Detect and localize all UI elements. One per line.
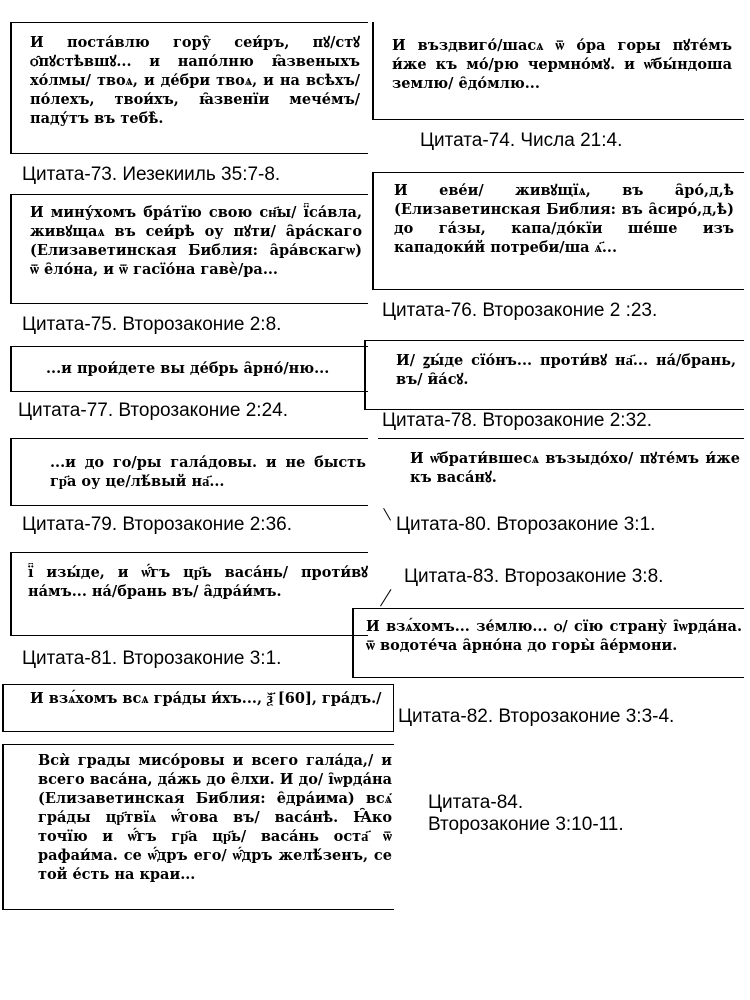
quote-73-caption: Цитата-73. Иезекииль 35:7-8.	[22, 164, 281, 185]
quote-75-caption: Цитата-75. Второзаконие 2:8.	[22, 314, 282, 335]
quote-80-text: И ѡ̑брати́вшесѧ възыдо́хо/ пꙋте́мъ и́же къ͏ васа́нꙋ.	[410, 450, 740, 486]
quote-74-box	[372, 22, 744, 120]
quote-77-caption: Цитата-77. Второзаконие 2:24.	[18, 400, 288, 421]
quote-82-text: И͏ взѧ́хомъ всѧ гра́ды͏ и́хъ..., ѯ҃ [60], гра́дъ./	[30, 690, 382, 707]
quote-80-box	[378, 438, 744, 502]
quote-77-box	[10, 346, 368, 392]
quote-81-text: ї̑ и͏зы́де, и͏ ѡ̑́гъ цр҃ь васа́нь/ проти́вꙋ на́мъ... на́/брань въ/ а̑дра́и́мъ.	[28, 564, 368, 600]
quote-81-caption: Цитата-81. Второзаконие 3:1.	[22, 648, 282, 669]
connector-line-80	[383, 508, 391, 521]
quote-74-text: И͏ въздвиго́/шасѧ ѿ͏ о́ра горы пꙋте́мъ и́же къ͏ мо́/рю чермно́мꙋ. и͏ ѡ̑бы́ндоша землю/ е̑до́млю...	[392, 37, 732, 92]
quote-76-caption: Цитата-76. Второзаконие 2 :23.	[382, 300, 658, 321]
quote-78-caption: Цитата-78. Второзаконие 2:32.	[382, 410, 652, 431]
quote-75-box	[10, 194, 368, 304]
quote-79-box	[10, 438, 368, 506]
quote-84-box	[2, 744, 394, 910]
quote-80-caption: Цитата-80. Второзаконие 3:1.	[396, 514, 656, 535]
quote-74-caption: Цитата-74. Числа 21:4.	[420, 130, 623, 151]
quote-76-text: И͏ еве́и/ живꙋщїѧ, въ͏ а̑ро́,д,ѣ (Елизаветинская Библия: въ а̑сиро́,д,ѣ) до͏ га́зы, капа/до́кїи ше́ше и͏зъ͏ кападоки́й потреби/ша͏ ѧ҃...	[394, 182, 734, 256]
quote-78-box	[364, 340, 744, 410]
quote-83-caption: Цитата-83. Второзаконие 3:8.	[404, 566, 664, 587]
quote-75-text: И͏ мину́хомъ бра́тїю свою сн҃ы/ ї̑са́вла, живꙋщаѧ въ͏ сеи́рѣ оу͏ пꙋти/ а̑ра́скаго (Елизаветинская Библия: а̑ра́вскагѡ) ѿ͏ е̑ло́на, и͏ ѿ͏ гасїо́на гавѐ/ра...	[30, 204, 362, 278]
quote-82-caption: Цитата-82. Второзаконие 3:3-4.	[398, 706, 675, 727]
quote-83-text: И͏ взѧ́хомъ... зе́млю... ѻ/ сїю страну̀ і̑ѡрда́на. ѿ͏ водоте́ча а̑рно́на до͏ горы̀ а̑е́рмони.	[366, 618, 742, 654]
quote-82-box	[2, 684, 394, 732]
quote-79-caption: Цитата-79. Второзаконие 2:36.	[22, 514, 292, 535]
quote-73-text: И͏ поста́влю гору̑ сеи́ръ, пꙋ/стꙋ ѻ̑пꙋстѣвшꙋ... и͏ напо́лню ꙗ̑звеныхъ хо́лмы/ твоѧ, и͏ де́бри твоѧ, и͏ на͏ всѣхъ/ по́лехъ, твои́хъ, ꙗ̑звенїи мече́мъ/ паду́тъ въ͏ тебѣ̀.	[30, 34, 360, 127]
quote-83-box	[352, 608, 744, 678]
quote-77-text: ...и͏ прои́дете вы де́брь а̑рно́/ню...	[46, 360, 330, 377]
quote-84-caption: Цитата-84. Второзаконие 3:10-11.	[428, 792, 624, 835]
quote-76-box	[372, 172, 744, 290]
quote-81-box	[10, 552, 368, 636]
connector-line-83	[380, 589, 391, 606]
quote-79-text: ...и͏ до͏ го/ры гала́довы. и͏ не͏ бысть гр҃а оу͏ це/лѣ́вый на҃...	[50, 454, 366, 490]
quote-84-text: Всѝ грады мисо́ровы и͏ всего гала́да,/ и͏ всего васа́на, да́жь до͏ е̑лхи. И͏ до/ і̑ѡрда́на (Елизаветинская Библия: е̑дра́има) всѧ҃ гра́ды цр҃твїѧ ѡ̑́гова въ/ васа́нѣ. Ꙗ̑ко точїю и͏ ѡ̑́гъ гр҃а цр҃ь/ васа́нь оста҃ ѿ͏ рафаи́ма. се ѡ̑́дръ его/ ѡ̑́дръ желѣ́зенъ, се͏ той е́сть на͏ краи...	[38, 752, 392, 883]
quote-78-text: И/ ꙁы́де сїо́нъ... проти́вꙋ на҃... на́/брань, въ/ и̑а́сꙋ.	[396, 352, 736, 388]
quote-73-box	[10, 22, 368, 154]
